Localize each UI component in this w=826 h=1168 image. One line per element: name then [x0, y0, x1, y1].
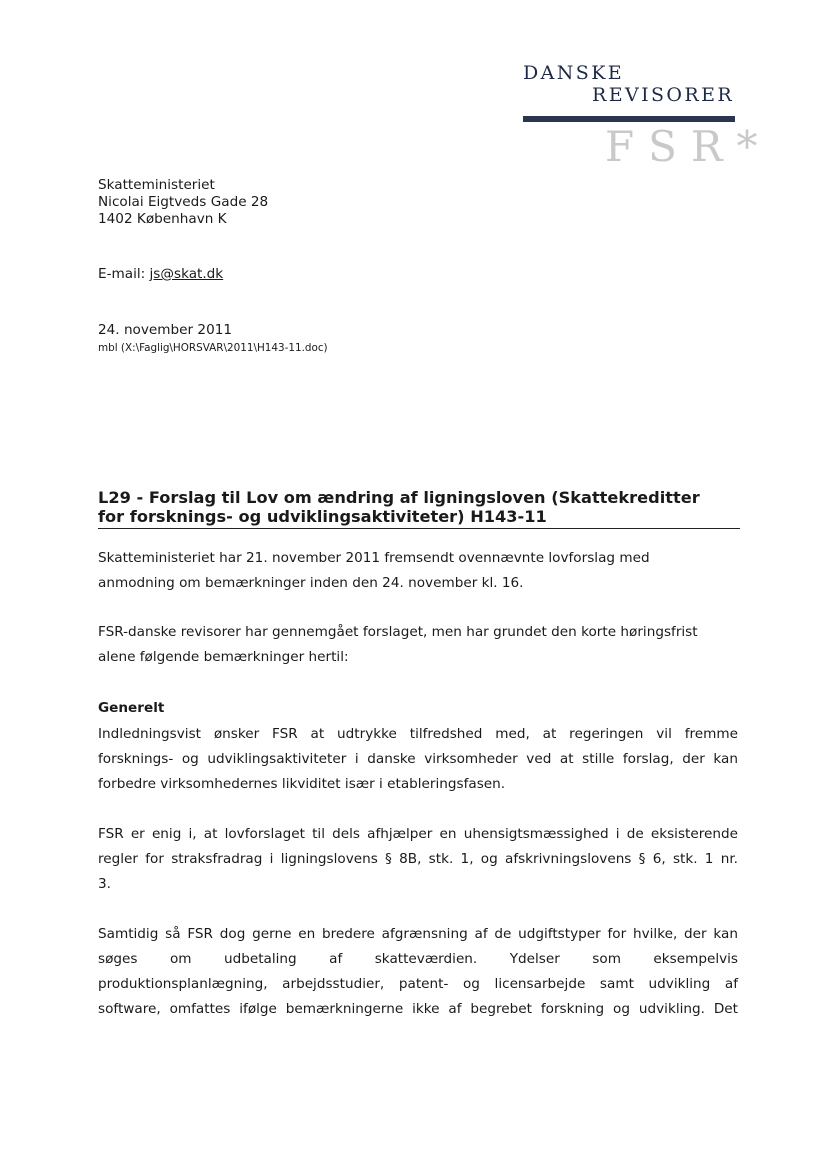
- paragraph-3: [98, 722, 738, 797]
- recipient-address: [98, 177, 268, 228]
- letter-date: 24. november 2011: [98, 322, 233, 338]
- email-link[interactable]: js@skat.dk: [149, 266, 224, 282]
- paragraph-2: [98, 620, 738, 670]
- text-line: regler for straksfradrag i ligningslovens § 8B, stk. 1, og afskrivningslovens § 6, stk. 1 nr.: [98, 851, 738, 867]
- text-line: forsknings- og udviklingsaktiviteter i danske virksomheder ved at stille forslag, der kan: [98, 751, 738, 767]
- paragraph-1: [98, 546, 738, 596]
- heading-line-1: L29 - Forslag til Lov om ændring af ligningsloven (Skattekreditter: [98, 488, 700, 507]
- recipient-name: Skatteministeriet: [98, 177, 215, 193]
- recipient-city: 1402 København K: [98, 211, 227, 227]
- document-reference: mbl (X:\Faglig\HORSVAR\2011\H143-11.doc): [98, 342, 328, 354]
- text-line: FSR er enig i, at lovforslaget til dels afhjælper en uhensigtsmæssighed i de eksisterende: [98, 826, 738, 842]
- text-line: produktionsplanlægning, arbejdsstudier, patent- og licensarbejde samt udvikling af: [98, 976, 738, 992]
- email-label: E-mail:: [98, 266, 150, 282]
- text-line: software, omfattes ifølge bemærkningerne ikke af begrebet forskning og udvikling. Det: [98, 1001, 738, 1017]
- letter-heading: [98, 488, 740, 529]
- text-line: søges om udbetaling af skatteværdien. Ydelser som eksempelvis: [98, 951, 738, 967]
- text-line: Samtidig så FSR dog gerne en bredere afgrænsning af de udgiftstyper for hvilke, der kan: [98, 926, 738, 942]
- text-line: Skatteministeriet har 21. november 2011 fremsendt ovennævnte lovforslag med: [98, 550, 650, 566]
- logo-line-danske: DANSKE: [523, 62, 625, 84]
- email-line: [98, 266, 223, 283]
- text-line: forbedre virksomhedernes likviditet især i etableringsfasen.: [98, 776, 506, 792]
- fsr-logo: [520, 62, 772, 172]
- recipient-street: Nicolai Eigtveds Gade 28: [98, 194, 269, 210]
- date-block: [98, 322, 328, 355]
- heading-line-2: for forsknings- og udviklingsaktiviteter) H143-11: [98, 507, 547, 526]
- text-line: 3.: [98, 876, 111, 892]
- paragraph-4: [98, 822, 738, 897]
- text-line: anmodning om bemærkninger inden den 24. november kl. 16.: [98, 575, 524, 591]
- section-heading-generelt: Generelt: [98, 700, 165, 716]
- text-line: FSR-danske revisorer har gennemgået forslaget, men har grundet den korte høringsfrist: [98, 624, 698, 640]
- paragraph-5: [98, 922, 738, 1022]
- text-line: alene følgende bemærkninger hertil:: [98, 649, 349, 665]
- logo-line-revisorer: REVISORER: [592, 84, 735, 106]
- logo-fsr-mark: FSR*: [605, 122, 772, 171]
- text-line: Indledningsvist ønsker FSR at udtrykke tilfredshed med, at regeringen vil fremme: [98, 726, 738, 742]
